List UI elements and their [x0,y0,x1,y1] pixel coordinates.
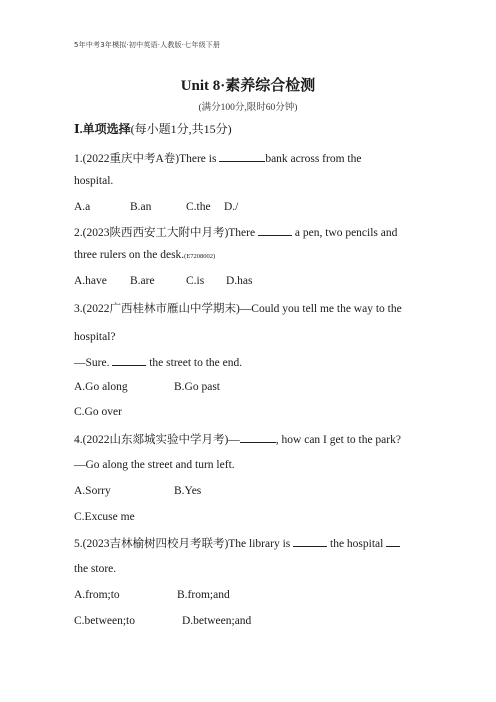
q2-option-b[interactable]: B.are [130,275,155,287]
page-title: Unit 8·素养综合检测 [180,78,316,94]
q3-line2: hospital? [74,331,116,343]
section-label: Ⅰ.单项选择 [74,122,131,136]
q5-blank-1[interactable] [293,536,327,547]
page-header: 5年中考3年模拟·初中英语·人教版·七年级下册 [74,41,221,49]
q5-options-row1 [74,588,230,602]
q4-option-c[interactable]: C.Excuse me [74,511,135,523]
q2-option-c[interactable]: C.is [186,275,205,287]
q1-after: bank across from the [265,153,362,165]
section-heading [74,120,232,137]
q2-line2 [74,248,215,264]
q2-tag: (E7208002) [184,253,216,260]
q3-blank[interactable] [112,355,146,366]
q3-options-row1 [74,380,220,394]
q3-option-c[interactable]: C.Go over [74,406,122,418]
q2-after: a pen, two pencils and [294,227,398,239]
q4-prefix: 4.(2022山东郯城实验中学月考)— [74,434,240,446]
q5-option-c[interactable]: C.between;to [74,615,135,627]
q1-line1 [74,151,361,166]
q1-blank[interactable] [219,151,265,162]
q5-line2: the store. [74,563,117,575]
q4-after: , how can I get to the park? [275,434,401,446]
q2-options [74,274,253,288]
q2-line2-text: three rulers on the desk. [74,249,185,261]
q5-option-b[interactable]: B.from;and [177,589,230,601]
q4-option-a[interactable]: A.Sorry [74,485,111,497]
q4-option-b[interactable]: B.Yes [174,485,202,497]
q5-mid: the hospital [330,538,384,550]
q5-line1 [74,536,400,551]
q3-line1: 3.(2022广西桂林市雁山中学期末)—Could you tell me the way to the [74,303,402,315]
q3-option-a[interactable]: A.Go along [74,381,128,393]
q2-option-d[interactable]: D.has [226,275,253,287]
q1-option-b[interactable]: B.an [130,201,152,213]
q5-prefix: 5.(2023吉林榆树四校月考联考)The library is [74,538,291,550]
q3-option-b[interactable]: B.Go past [174,381,220,393]
q5-option-a[interactable]: A.from;to [74,589,120,601]
q4-line2: —Go along the street and turn left. [74,459,235,471]
section-note: (每小题1分,共15分) [130,122,232,136]
q3-line3 [74,355,242,370]
page-subtitle: (满分100分,限时60分钟) [198,103,298,113]
q2-prefix: 2.(2023陕西西安工大附中月考)There [74,227,256,239]
q5-option-d[interactable]: D.between;and [182,615,252,627]
q1-options [74,200,238,214]
q5-options-row2 [74,614,251,628]
q2-option-a[interactable]: A.have [74,275,107,287]
q1-prefix: 1.(2022重庆中考A卷)There is [74,153,217,165]
q5-blank-2[interactable] [386,536,400,547]
q1-option-d[interactable]: D./ [224,201,239,213]
q1-line2: hospital. [74,175,114,187]
q1-option-a[interactable]: A.a [74,201,91,213]
q4-options-row1 [74,484,201,498]
q1-option-c[interactable]: C.the [186,201,211,213]
q3-prefix: —Sure. [74,357,110,369]
q2-line1 [74,225,397,240]
q4-blank[interactable] [240,432,276,443]
q2-blank[interactable] [258,225,292,236]
q3-after: the street to the end. [149,357,243,369]
q4-line1 [74,432,401,447]
